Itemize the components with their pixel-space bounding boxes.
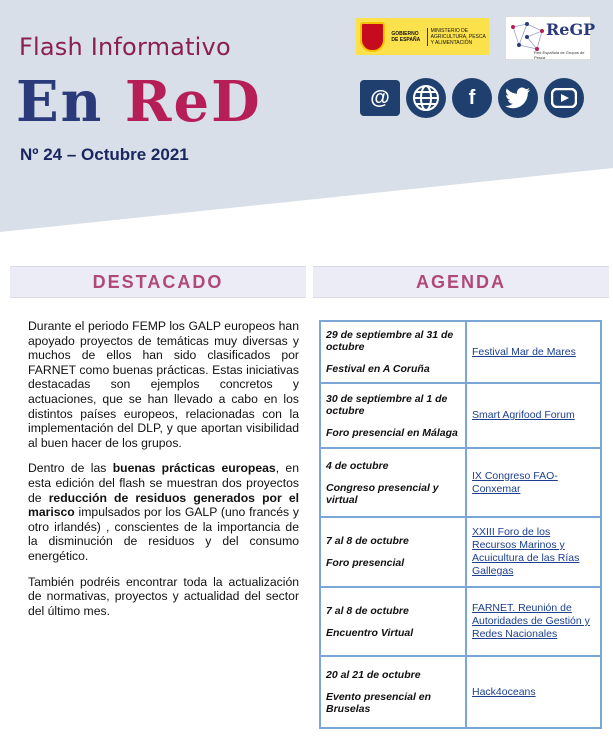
- coat-of-arms-icon: [360, 22, 385, 52]
- network-icon: [509, 21, 547, 53]
- government-logo: [356, 18, 489, 55]
- agenda-date: 4 de octubre: [326, 459, 389, 472]
- p2-text-e: impulsados por los GALP (uno francés y otro irlandés) , conscientes de la importancia de la disminución de residuos y del consumo energético.: [28, 505, 299, 563]
- agenda-event-link[interactable]: IX Congreso FAO-Conxemar: [472, 469, 558, 495]
- agenda-row: [320, 448, 601, 517]
- agenda-date: 7 al 8 de octubre: [326, 604, 409, 617]
- agenda-type: Evento presencial en Bruselas: [326, 691, 432, 715]
- agenda-event-link[interactable]: Smart Agrifood Forum: [472, 409, 575, 421]
- destacado-paragraph-3: También podréis encontrar toda la actualización de normativas, proyectos y actualidad del sector del último mes.: [28, 574, 299, 618]
- agenda-event-link[interactable]: FARNET. Reunión de Autoridades de Gestión y Redes Nacionales: [472, 602, 590, 640]
- agenda-table: [319, 320, 602, 729]
- agenda-row: [320, 321, 601, 383]
- agenda-type: Encuentro Virtual: [326, 626, 414, 639]
- p2-text-c: , en esta edición del flash se muestran dos proyectos de: [28, 461, 299, 505]
- agenda-event-link[interactable]: XXIII Foro de los Recursos Marinos y Acuicultura de las Rías Gallegas: [472, 526, 580, 577]
- mail-icon[interactable]: @: [360, 80, 400, 116]
- regp-logo-sub: Red Española de Grupos de Pesca: [534, 50, 585, 60]
- agenda-type: Foro presencial: [326, 557, 405, 569]
- agenda-row: [320, 656, 601, 728]
- agenda-row: [320, 383, 601, 448]
- agenda-event-link[interactable]: Festival Mar de Mares: [472, 345, 576, 358]
- section-agenda-heading: AGENDA: [313, 266, 609, 298]
- regp-logo-letters: ReGP: [546, 20, 596, 39]
- destacado-paragraph-2: [28, 461, 299, 563]
- p2-text-a: Dentro de las: [28, 461, 113, 476]
- brand-part1: En: [16, 69, 125, 135]
- agenda-row: [320, 587, 601, 656]
- brand-part2: ReD: [124, 69, 262, 135]
- agenda-type: Festival en A Coruña: [326, 363, 430, 375]
- destacado-paragraph-1: Durante el periodo FEMP los GALP europeos han apoyado proyectos de temáticas muy diversas y muchos de ellos han sido clasificados por FARNET como buenas prácticas. Estas iniciativas destacadas son ejemplos concretos y actuaciones, que se han llevado a cabo en los distintos países europeos, relacionadas con la implementación del DLP, y que aportan visibilidad al buen hacer de los grupos.: [28, 319, 299, 450]
- youtube-icon[interactable]: [544, 78, 584, 118]
- regp-logo: [505, 16, 596, 60]
- agenda-type: Congreso presencial y virtual: [326, 481, 439, 506]
- gov-logo-text1: GOBIERNO DE ESPAÑA: [391, 30, 421, 43]
- p2-bold-best-practices: buenas prácticas europeas: [112, 461, 276, 476]
- section-destacado-heading: DESTACADO: [10, 266, 306, 298]
- agenda-date: 30 de septiembre al 1 de octubre: [326, 392, 448, 417]
- twitter-icon[interactable]: [498, 78, 538, 118]
- brand-title: [16, 69, 262, 135]
- destacado-text: [28, 319, 299, 629]
- agenda-row: [320, 517, 601, 587]
- agenda-date: 7 al 8 de octubre: [326, 535, 409, 547]
- issue-number: Nº 24 – Octubre 2021: [20, 145, 189, 164]
- agenda-event-link[interactable]: Hack4oceans: [472, 685, 536, 698]
- p2-bold-waste-reduction: reducción de residuos generados por el marisco: [28, 490, 299, 520]
- flash-title: Flash Informativo: [19, 33, 231, 61]
- agenda-date: 20 al 21 de octubre: [326, 669, 421, 681]
- social-links: [360, 78, 584, 120]
- facebook-icon[interactable]: f: [452, 78, 492, 118]
- agenda-type: Foro presencial en Málaga: [326, 426, 458, 439]
- gov-logo-text2: MINISTERIO DE AGRICULTURA, PESCA Y ALIMENTACIÓN: [427, 28, 489, 46]
- web-icon[interactable]: [406, 78, 446, 118]
- agenda-date: 29 de septiembre al 31 de octubre: [326, 329, 454, 353]
